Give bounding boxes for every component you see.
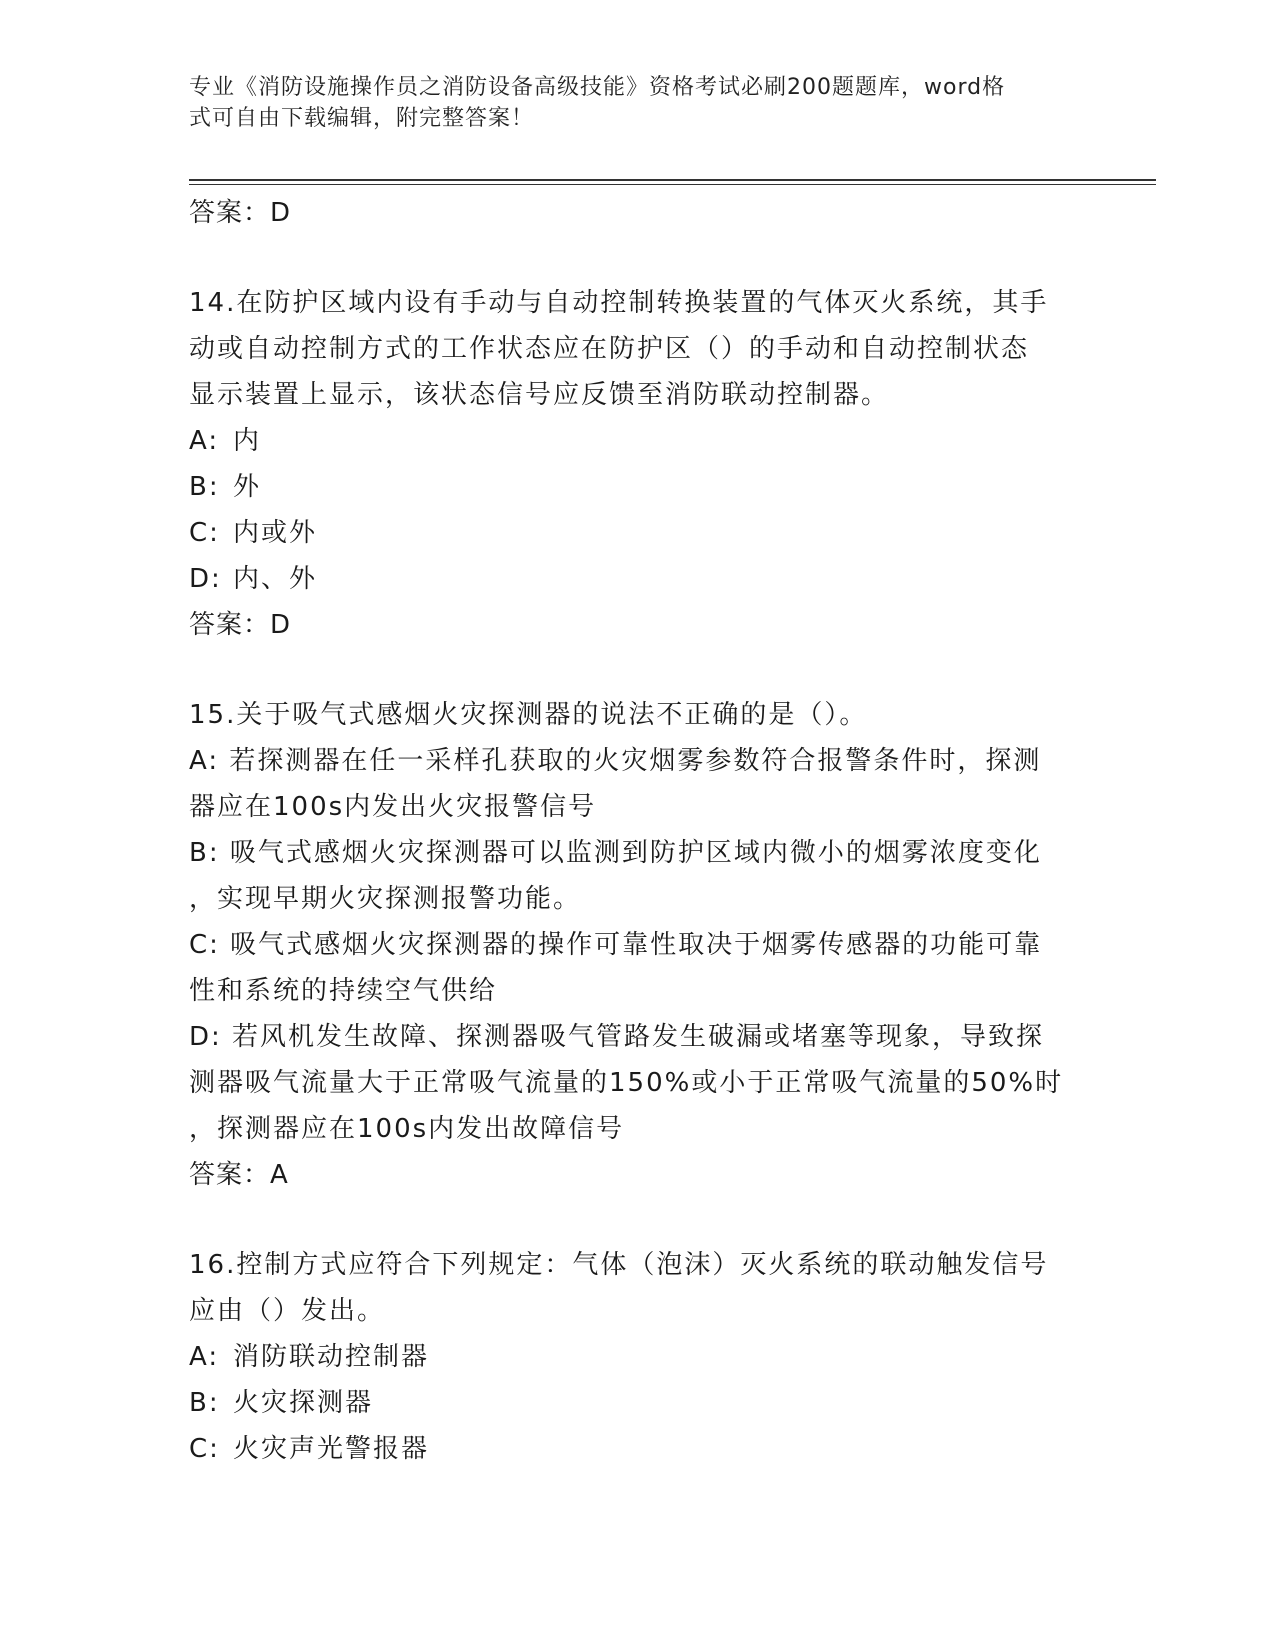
header-divider-thin — [189, 184, 1156, 185]
document-header — [189, 72, 1089, 134]
header-line-2: 式可自由下载编辑，附完整答案！ — [189, 106, 535, 131]
option-text: 外 — [233, 472, 262, 502]
option-a-line: 器应在100s内发出火灾报警信号 — [189, 792, 597, 822]
question-14 — [189, 280, 1089, 648]
option-d-line: ，探测器应在100s内发出故障信号 — [189, 1114, 625, 1144]
option-label: B: — [189, 472, 220, 502]
option-b — [189, 1380, 1089, 1426]
option-c — [189, 1426, 1089, 1472]
option-label: A: — [189, 426, 220, 456]
question-text-line: 15.关于吸气式感烟火灾探测器的说法不正确的是（）。 — [189, 700, 868, 730]
option-text: 内或外 — [233, 518, 318, 548]
option-b-line: B: 吸气式感烟火灾探测器可以监测到防护区域内微小的烟雾浓度变化 — [189, 838, 1042, 868]
question-text-line: 14.在防护区域内设有手动与自动控制转换装置的气体灭火系统，其手 — [189, 288, 1049, 318]
previous-answer: 答案：D — [189, 198, 292, 228]
option-text: 消防联动控制器 — [233, 1342, 430, 1372]
option-b — [189, 464, 1089, 510]
answer-line: 答案：D — [189, 610, 292, 640]
option-label: C: — [189, 1434, 220, 1464]
question-text-line: 16.控制方式应符合下列规定：气体（泡沫）灭火系统的联动触发信号 — [189, 1250, 1049, 1280]
option-d-line: 测器吸气流量大于正常吸气流量的150%或小于正常吸气流量的50%时 — [189, 1068, 1064, 1098]
option-c — [189, 510, 1089, 556]
question-text-line: 显示装置上显示，该状态信号应反馈至消防联动控制器。 — [189, 380, 890, 410]
option-label: C: — [189, 518, 220, 548]
option-label: D: — [189, 564, 222, 594]
option-label: B: — [189, 1388, 220, 1418]
question-15 — [189, 692, 1089, 1198]
answer-line: 答案：A — [189, 1160, 289, 1190]
spacer — [189, 236, 1089, 280]
option-text: 内 — [233, 426, 262, 456]
question-16 — [189, 1242, 1089, 1472]
header-divider-thick — [189, 179, 1156, 181]
option-a — [189, 418, 1089, 464]
question-text-line: 应由（）发出。 — [189, 1296, 386, 1326]
option-c-line: 性和系统的持续空气供给 — [189, 976, 498, 1006]
spacer — [189, 1198, 1089, 1242]
header-line-1: 专业《消防设施操作员之消防设备高级技能》资格考试必刷200题题库，word格 — [189, 75, 1006, 100]
document-body — [189, 190, 1089, 1472]
option-label: A: — [189, 1342, 220, 1372]
option-text: 内、外 — [233, 564, 318, 594]
option-a — [189, 1334, 1089, 1380]
option-text: 火灾探测器 — [233, 1388, 374, 1418]
option-c-line: C: 吸气式感烟火灾探测器的操作可靠性取决于烟雾传感器的功能可靠 — [189, 930, 1043, 960]
option-b-line: ，实现早期火灾探测报警功能。 — [189, 884, 582, 914]
spacer — [189, 648, 1089, 692]
question-text-line: 动或自动控制方式的工作状态应在防护区（）的手动和自动控制状态 — [189, 334, 1030, 364]
option-d — [189, 556, 1089, 602]
option-d-line: D: 若风机发生故障、探测器吸气管路发生破漏或堵塞等现象，导致探 — [189, 1022, 1045, 1052]
option-text: 火灾声光警报器 — [233, 1434, 430, 1464]
option-a-line: A: 若探测器在任一采样孔获取的火灾烟雾参数符合报警条件时，探测 — [189, 746, 1042, 776]
